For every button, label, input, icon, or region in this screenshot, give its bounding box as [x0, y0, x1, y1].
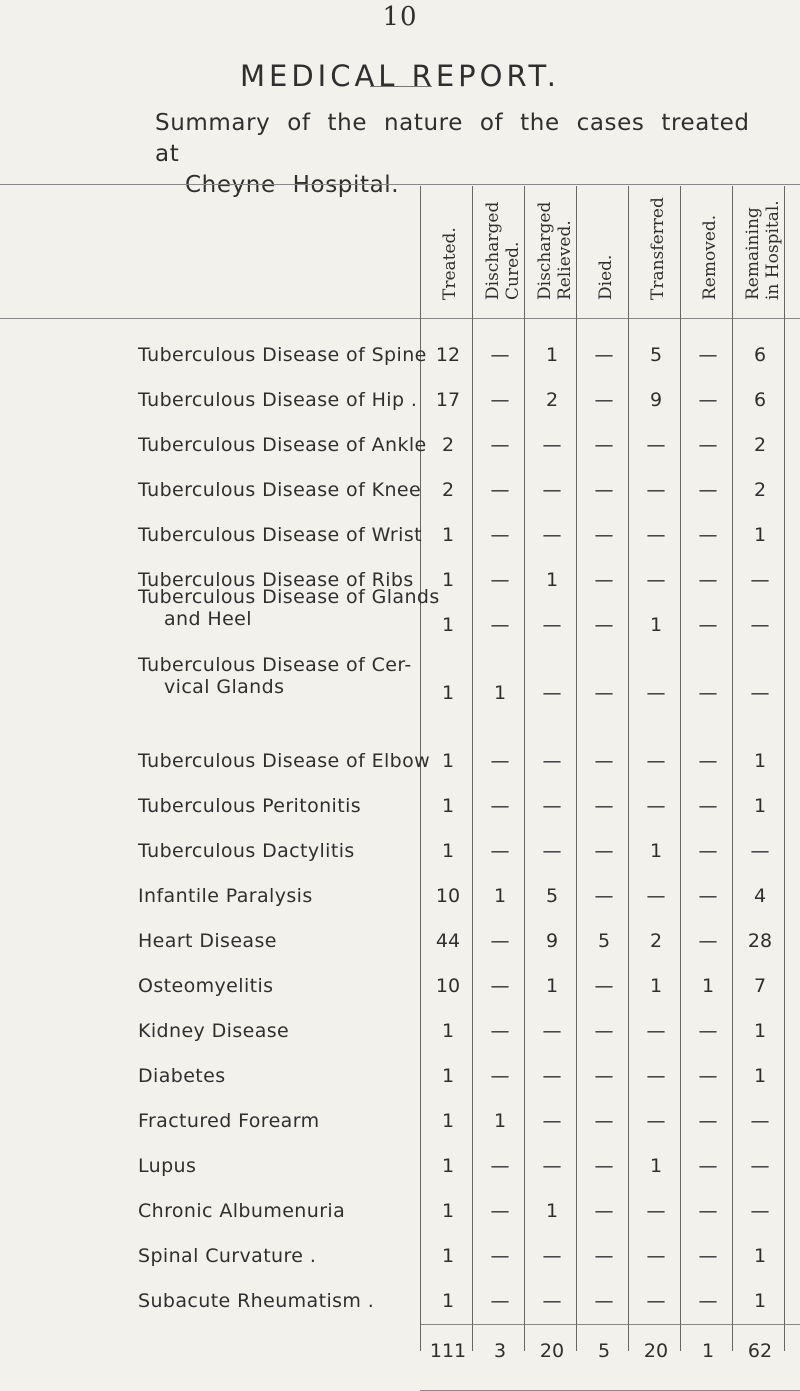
cell-removed-16: — — [698, 1110, 718, 1132]
cell-removed-12: — — [698, 930, 718, 952]
cell-died-3: — — [594, 479, 614, 501]
report-title: MEDICAL REPORT. — [239, 59, 560, 94]
column-header-removed — [700, 175, 720, 300]
cell-transferred-8: — — [646, 750, 666, 772]
cell-removed-20: — — [698, 1290, 718, 1312]
cell-remaining-9: 1 — [753, 795, 767, 817]
row-label-5-line1: Tuberculous Disease of Ribs — [138, 569, 414, 591]
row-label-19 — [138, 1245, 430, 1267]
row-label-4 — [138, 524, 430, 546]
cell-cured-13: — — [490, 975, 510, 997]
cell-treated-19: 1 — [441, 1245, 455, 1267]
cell-remaining-7: — — [750, 682, 770, 704]
cell-removed-8: — — [698, 750, 718, 772]
row-label-4-line1: Tuberculous Disease of Wrist — [138, 524, 422, 546]
summary-heading-line1: Summary of the nature of the cases treated at — [155, 110, 750, 167]
cell-remaining-18: — — [750, 1200, 770, 1222]
cell-relieved-15: — — [542, 1065, 562, 1087]
cell-transferred-6: 1 — [649, 614, 663, 636]
cell-transferred-0: 5 — [649, 344, 663, 366]
cell-relieved-5: 1 — [545, 569, 559, 591]
cell-remaining-11: 4 — [753, 885, 767, 907]
cell-remaining-17: — — [750, 1155, 770, 1177]
cell-treated-15: 1 — [441, 1065, 455, 1087]
cell-treated-7: 1 — [441, 682, 455, 704]
cell-cured-1: — — [490, 389, 510, 411]
cell-remaining-2: 2 — [753, 434, 767, 456]
total-died: 5 — [597, 1340, 611, 1362]
column-header-relieved-line2: Relieved. — [555, 220, 575, 300]
cell-relieved-4: — — [542, 524, 562, 546]
total-treated: 111 — [429, 1340, 467, 1362]
cell-relieved-18: 1 — [545, 1200, 559, 1222]
cell-died-8: — — [594, 750, 614, 772]
cell-relieved-11: 5 — [545, 885, 559, 907]
row-label-11-line1: Infantile Paralysis — [138, 885, 313, 907]
cell-remaining-8: 1 — [753, 750, 767, 772]
row-label-13 — [138, 975, 430, 997]
cell-treated-0: 12 — [435, 344, 461, 366]
cell-remaining-1: 6 — [753, 389, 767, 411]
cell-remaining-6: — — [750, 614, 770, 636]
cell-removed-4: — — [698, 524, 718, 546]
cell-transferred-2: — — [646, 434, 666, 456]
row-label-2 — [138, 434, 430, 456]
row-label-11 — [138, 885, 430, 907]
cell-cured-3: — — [490, 479, 510, 501]
cell-died-0: — — [594, 344, 614, 366]
title-underline — [370, 86, 432, 87]
cell-relieved-19: — — [542, 1245, 562, 1267]
cell-died-17: — — [594, 1155, 614, 1177]
cell-relieved-7: — — [542, 682, 562, 704]
cell-removed-11: — — [698, 885, 718, 907]
summary-heading-line2: Cheyne Hospital. — [185, 172, 400, 198]
cell-removed-15: — — [698, 1065, 718, 1087]
cell-cured-7: 1 — [493, 682, 507, 704]
cell-relieved-8: — — [542, 750, 562, 772]
column-header-relieved-line1: Discharged — [535, 201, 555, 300]
cell-treated-8: 1 — [441, 750, 455, 772]
cell-cured-4: — — [490, 524, 510, 546]
cell-treated-16: 1 — [441, 1110, 455, 1132]
cell-removed-19: — — [698, 1245, 718, 1267]
cell-transferred-9: — — [646, 795, 666, 817]
cell-died-10: — — [594, 840, 614, 862]
cell-died-13: — — [594, 975, 614, 997]
total-relieved: 20 — [539, 1340, 565, 1362]
summary-heading — [155, 108, 785, 201]
cell-cured-5: — — [490, 569, 510, 591]
cell-removed-6: — — [698, 614, 718, 636]
cell-remaining-16: — — [750, 1110, 770, 1132]
row-label-3-line1: Tuberculous Disease of Knee — [138, 479, 422, 501]
cell-remaining-4: 1 — [753, 524, 767, 546]
cell-relieved-10: — — [542, 840, 562, 862]
cell-transferred-12: 2 — [649, 930, 663, 952]
cell-removed-2: — — [698, 434, 718, 456]
cell-removed-0: — — [698, 344, 718, 366]
cell-treated-10: 1 — [441, 840, 455, 862]
row-label-17 — [138, 1155, 430, 1177]
page-number: 10 — [382, 2, 418, 32]
cell-treated-2: 2 — [441, 434, 455, 456]
cell-died-15: — — [594, 1065, 614, 1087]
cell-transferred-16: — — [646, 1110, 666, 1132]
cell-cured-15: — — [490, 1065, 510, 1087]
cell-died-18: — — [594, 1200, 614, 1222]
row-label-20-line1: Subacute Rheumatism . — [138, 1290, 375, 1312]
row-label-12 — [138, 930, 430, 952]
cell-cured-10: — — [490, 840, 510, 862]
cell-transferred-3: — — [646, 479, 666, 501]
row-label-14-line1: Kidney Disease — [138, 1020, 290, 1042]
row-label-8 — [138, 750, 430, 772]
cell-treated-11: 10 — [435, 885, 461, 907]
row-label-2-line1: Tuberculous Disease of Ankle — [138, 434, 427, 456]
cell-relieved-13: 1 — [545, 975, 559, 997]
column-header-cured — [483, 175, 523, 300]
cell-relieved-2: — — [542, 434, 562, 456]
cell-died-5: — — [594, 569, 614, 591]
cell-transferred-11: — — [646, 885, 666, 907]
cell-remaining-13: 7 — [753, 975, 767, 997]
column-header-cured-line1: Discharged — [483, 201, 503, 300]
row-label-13-line1: Osteomyelitis — [138, 975, 274, 997]
cell-died-9: — — [594, 795, 614, 817]
row-label-9 — [138, 795, 430, 817]
cell-died-2: — — [594, 434, 614, 456]
cell-relieved-20: — — [542, 1290, 562, 1312]
cell-removed-9: — — [698, 795, 718, 817]
cell-remaining-12: 28 — [747, 930, 773, 952]
row-label-10 — [138, 840, 430, 862]
cell-transferred-15: — — [646, 1065, 666, 1087]
row-label-18-line1: Chronic Albumenuria — [138, 1200, 346, 1222]
column-header-died-line1: Died. — [596, 254, 616, 300]
cell-died-6: — — [594, 614, 614, 636]
total-removed: 1 — [701, 1340, 715, 1362]
row-label-1 — [138, 389, 430, 411]
cell-relieved-12: 9 — [545, 930, 559, 952]
column-header-remaining-line2: in Hospital. — [763, 200, 783, 300]
row-label-15 — [138, 1065, 430, 1087]
cell-treated-5: 1 — [441, 569, 455, 591]
cell-cured-2: — — [490, 434, 510, 456]
row-label-16 — [138, 1110, 430, 1132]
total-remaining: 62 — [747, 1340, 773, 1362]
cell-relieved-17: — — [542, 1155, 562, 1177]
row-label-6-line2: and Heel — [164, 608, 252, 630]
row-label-6 — [138, 586, 440, 630]
totals-top-rule — [420, 1324, 800, 1325]
cell-treated-3: 2 — [441, 479, 455, 501]
column-header-removed-line1: Removed. — [700, 214, 720, 300]
cell-cured-14: — — [490, 1020, 510, 1042]
cell-remaining-14: 1 — [753, 1020, 767, 1042]
cell-removed-17: — — [698, 1155, 718, 1177]
cell-relieved-16: — — [542, 1110, 562, 1132]
cell-cured-0: — — [490, 344, 510, 366]
cell-transferred-17: 1 — [649, 1155, 663, 1177]
cell-cured-8: — — [490, 750, 510, 772]
cell-remaining-5: — — [750, 569, 770, 591]
row-label-15-line1: Diabetes — [138, 1065, 226, 1087]
cell-died-4: — — [594, 524, 614, 546]
row-label-10-line1: Tuberculous Dactylitis — [138, 840, 355, 862]
cell-cured-9: — — [490, 795, 510, 817]
cell-relieved-1: 2 — [545, 389, 559, 411]
row-label-9-line1: Tuberculous Peritonitis — [138, 795, 362, 817]
cell-transferred-14: — — [646, 1020, 666, 1042]
cell-treated-18: 1 — [441, 1200, 455, 1222]
cell-cured-11: 1 — [493, 885, 507, 907]
cell-removed-14: — — [698, 1020, 718, 1042]
cell-treated-12: 44 — [435, 930, 461, 952]
cell-transferred-13: 1 — [649, 975, 663, 997]
cell-died-1: — — [594, 389, 614, 411]
total-transferred: 20 — [643, 1340, 669, 1362]
cell-removed-7: — — [698, 682, 718, 704]
cell-cured-19: — — [490, 1245, 510, 1267]
cell-cured-17: — — [490, 1155, 510, 1177]
cell-transferred-1: 9 — [649, 389, 663, 411]
cell-cured-12: — — [490, 930, 510, 952]
column-header-relieved — [535, 175, 575, 300]
cell-treated-13: 10 — [435, 975, 461, 997]
table-top-rule — [0, 184, 800, 185]
column-header-remaining — [743, 175, 783, 300]
cell-died-19: — — [594, 1245, 614, 1267]
row-label-16-line1: Fractured Forearm — [138, 1110, 320, 1132]
cell-died-12: 5 — [597, 930, 611, 952]
cell-relieved-0: 1 — [545, 344, 559, 366]
row-label-19-line1: Spinal Curvature . — [138, 1245, 317, 1267]
total-cured: 3 — [493, 1340, 507, 1362]
cell-treated-6: 1 — [441, 614, 455, 636]
column-header-treated-line1: Treated. — [440, 227, 460, 300]
cell-died-16: — — [594, 1110, 614, 1132]
cell-treated-4: 1 — [441, 524, 455, 546]
cell-remaining-3: 2 — [753, 479, 767, 501]
cell-cured-18: — — [490, 1200, 510, 1222]
row-label-12-line1: Heart Disease — [138, 930, 277, 952]
row-label-7-line2: vical Glands — [164, 676, 285, 698]
cell-remaining-19: 1 — [753, 1245, 767, 1267]
cell-remaining-10: — — [750, 840, 770, 862]
cell-removed-5: — — [698, 569, 718, 591]
cell-treated-9: 1 — [441, 795, 455, 817]
column-header-transferred — [648, 175, 668, 300]
column-header-treated — [440, 175, 460, 300]
row-label-18 — [138, 1200, 430, 1222]
cell-died-14: — — [594, 1020, 614, 1042]
cell-relieved-14: — — [542, 1020, 562, 1042]
cell-treated-20: 1 — [441, 1290, 455, 1312]
cell-transferred-19: — — [646, 1245, 666, 1267]
cell-removed-13: 1 — [701, 975, 715, 997]
cell-treated-17: 1 — [441, 1155, 455, 1177]
cell-died-11: — — [594, 885, 614, 907]
column-header-transferred-line1: Transferred — [648, 197, 668, 300]
row-label-8-line1: Tuberculous Disease of Elbow — [138, 750, 431, 772]
cell-relieved-6: — — [542, 614, 562, 636]
cell-removed-1: — — [698, 389, 718, 411]
column-header-remaining-line1: Remaining — [743, 207, 763, 300]
row-label-6-line1: Tuberculous Disease of Glands — [138, 586, 440, 608]
cell-died-20: — — [594, 1290, 614, 1312]
row-label-7-line1: Tuberculous Disease of Cer- — [138, 654, 412, 676]
cell-cured-20: — — [490, 1290, 510, 1312]
cell-relieved-3: — — [542, 479, 562, 501]
cell-treated-14: 1 — [441, 1020, 455, 1042]
row-label-14 — [138, 1020, 430, 1042]
row-label-20 — [138, 1290, 430, 1312]
cell-treated-1: 17 — [435, 389, 461, 411]
cell-remaining-20: 1 — [753, 1290, 767, 1312]
cell-transferred-10: 1 — [649, 840, 663, 862]
cell-transferred-7: — — [646, 682, 666, 704]
cell-remaining-15: 1 — [753, 1065, 767, 1087]
column-header-died — [596, 175, 616, 300]
cell-removed-10: — — [698, 840, 718, 862]
cell-transferred-18: — — [646, 1200, 666, 1222]
cell-remaining-0: 6 — [753, 344, 767, 366]
row-label-3 — [138, 479, 430, 501]
cell-died-7: — — [594, 682, 614, 704]
row-label-7 — [138, 654, 430, 698]
cell-relieved-9: — — [542, 795, 562, 817]
cell-removed-3: — — [698, 479, 718, 501]
column-header-cured-line2: Cured. — [503, 241, 523, 300]
cell-transferred-20: — — [646, 1290, 666, 1312]
cell-transferred-5: — — [646, 569, 666, 591]
cell-removed-18: — — [698, 1200, 718, 1222]
cell-transferred-4: — — [646, 524, 666, 546]
cell-cured-16: 1 — [493, 1110, 507, 1132]
cell-cured-6: — — [490, 614, 510, 636]
row-label-1-line1: Tuberculous Disease of Hip . — [138, 389, 418, 411]
row-label-17-line1: Lupus — [138, 1155, 197, 1177]
row-label-0 — [138, 344, 430, 366]
row-label-0-line1: Tuberculous Disease of Spine — [138, 344, 427, 366]
